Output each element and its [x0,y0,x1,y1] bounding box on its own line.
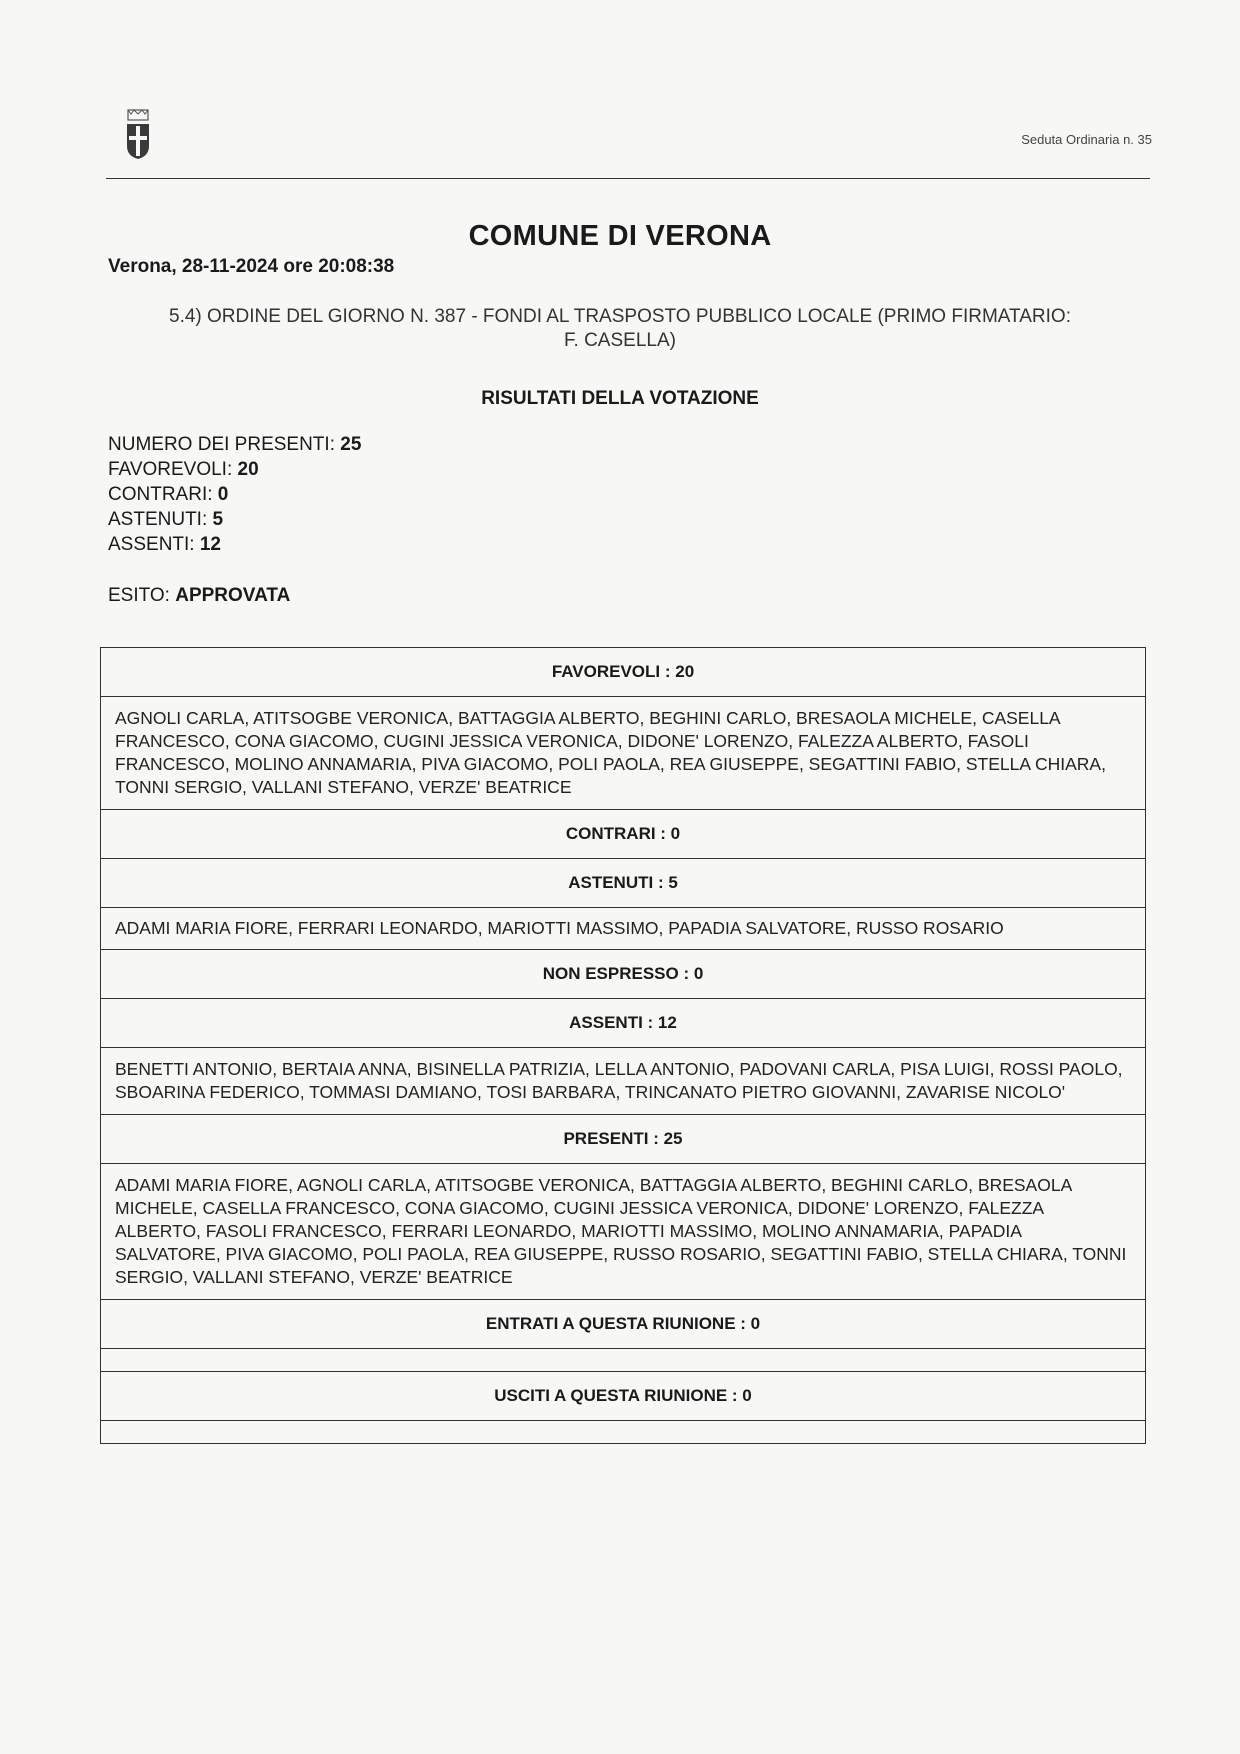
section-heading-entrati: ENTRATI A QUESTA RIUNIONE : 0 [101,1300,1145,1349]
count-value: 0 [217,484,229,505]
count-row-presenti [108,432,361,457]
section-names-presenti: ADAMI MARIA FIORE, AGNOLI CARLA, ATITSOGBE VERONICA, BATTAGGIA ALBERTO, BEGHINI CARLO, BRESAOLA MICHELE, CASELLA FRANCESCO, CONA GIACOMO, CUGINI JESSICA VERONICA, DIDONE' LORENZO, FALEZZA ALBERTO, FASOLI FRANCESCO, FERRARI LEONARDO, MARIOTTI MASSIMO, MOLINO ANNAMARIA, PAPADIA SALVATORE, PIVA GIACOMO, POLI PAOLA, REA GIUSEPPE, RUSSO ROSARIO, SEGATTINI FABIO, STELLA CHIARA, TONNI SERGIO, VALLANI STEFANO, VERZE' BEATRICE [101,1164,1145,1300]
section-names-assenti: BENETTI ANTONIO, BERTAIA ANNA, BISINELLA PATRIZIA, LELLA ANTONIO, PADOVANI CARLA, PISA LUIGI, ROSSI PAOLO, SBOARINA FEDERICO, TOMMASI DAMIANO, TOSI BARBARA, TRINCANATO PIETRO GIOVANNI, ZAVARISE NICOLO' [101,1048,1145,1115]
section-heading-presenti: PRESENTI : 25 [101,1115,1145,1164]
agenda-line-1: 5.4) ORDINE DEL GIORNO N. 387 - FONDI AL TRASPOSTO PUBBLICO LOCALE (PRIMO FIRMATARIO: [169,306,1071,327]
count-value: 12 [199,534,221,555]
vote-outcome [108,585,290,607]
count-row-favorevoli [108,457,361,482]
count-value: 20 [237,459,259,480]
city-crest-icon [124,108,152,160]
count-label: CONTRARI: [108,484,213,505]
outcome-label: ESITO: [108,585,170,606]
agenda-line-2: F. CASELLA) [564,330,676,351]
section-heading-non-espresso: NON ESPRESSO : 0 [101,950,1145,999]
count-label: NUMERO DEI PRESENTI: [108,434,335,455]
section-heading-favorevoli: FAVOREVOLI : 20 [101,648,1145,697]
section-heading-usciti: USCITI A QUESTA RIUNIONE : 0 [101,1372,1145,1421]
count-label: ASTENUTI: [108,509,208,530]
section-names-favorevoli: AGNOLI CARLA, ATITSOGBE VERONICA, BATTAGGIA ALBERTO, BEGHINI CARLO, BRESAOLA MICHELE, CASELLA FRANCESCO, CONA GIACOMO, CUGINI JESSICA VERONICA, DIDONE' LORENZO, FALEZZA ALBERTO, FASOLI FRANCESCO, MOLINO ANNAMARIA, PIVA GIACOMO, POLI PAOLA, REA GIUSEPPE, SEGATTINI FABIO, STELLA CHIARA, TONNI SERGIO, VALLANI STEFANO, VERZE' BEATRICE [101,697,1145,810]
count-row-astenuti [108,507,361,532]
outcome-value: APPROVATA [175,585,291,606]
page-title: COMUNE DI VERONA [468,220,772,252]
header-divider [106,178,1150,179]
count-row-assenti [108,532,361,557]
document-datetime: Verona, 28-11-2024 ore 20:08:38 [108,256,395,277]
section-heading-assenti: ASSENTI : 12 [101,999,1145,1048]
agenda-item [110,305,1130,353]
count-label: FAVOREVOLI: [108,459,233,480]
vote-detail-table [100,647,1146,1444]
count-value: 25 [340,434,362,455]
section-names-astenuti: ADAMI MARIA FIORE, FERRARI LEONARDO, MARIOTTI MASSIMO, PAPADIA SALVATORE, RUSSO ROSARIO [101,908,1145,950]
count-label: ASSENTI: [108,534,195,555]
count-row-contrari [108,482,361,507]
section-empty-row-entrati [101,1349,1145,1372]
section-heading-astenuti: ASTENUTI : 5 [101,859,1145,908]
vote-counts [108,432,361,557]
section-heading-contrari: CONTRARI : 0 [101,810,1145,859]
results-heading: RISULTATI DELLA VOTAZIONE [481,388,759,409]
session-label: Seduta Ordinaria n. 35 [1021,132,1152,147]
count-value: 5 [212,509,224,530]
section-empty-row-usciti [101,1421,1145,1443]
